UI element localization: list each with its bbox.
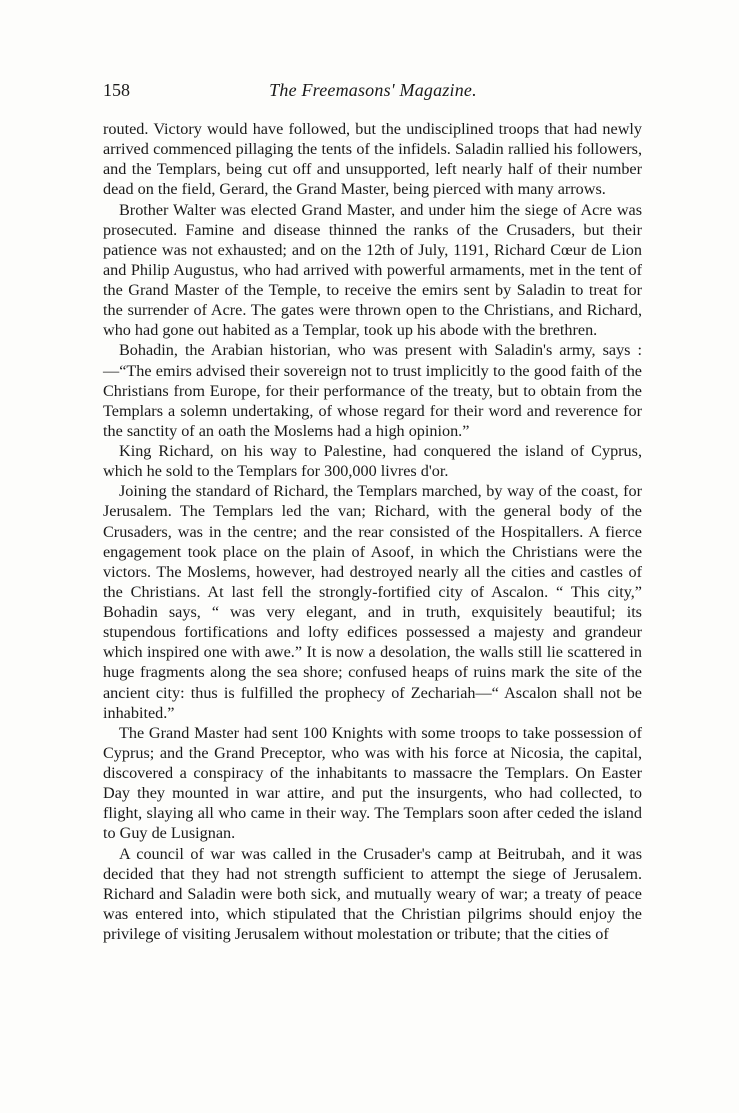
paragraph: A council of war was called in the Crusader's camp at Beitrubah, and it was decided that they had not strength sufficient to attempt the siege of Jerusalem. Richard and Saladin were both sick, and mutually weary of war; a treaty of peace was entered into, which stipulated that the Christian pilgrims should enjoy the privilege of visiting Jerusalem without molestation or tribute; that the cities of xyxy=(103,844,642,943)
running-title: The Freemasons' Magazine. xyxy=(269,80,477,100)
paragraph: routed. Victory would have followed, but the undisciplined troops that had newly arrived commenced pillaging the tents of the infidels. Saladin rallied his followers, and the Templars, being cut off and unsupported, left nearly half of their number dead on the field, Gerard, the Grand Master, being pierced with many arrows. xyxy=(103,120,642,199)
article-body xyxy=(103,119,642,944)
page-number: 158 xyxy=(103,80,130,100)
paragraph: The Grand Master had sent 100 Knights with some troops to take possession of Cyprus; and the Grand Preceptor, who was with his force at Nicosia, the capital, discovered a conspiracy of the inhabitants to massacre the Templars. On Easter Day they mounted in war attire, and put the insurgents, who had collected, to flight, slaying all who came in their way. The Templars soon after ceded the island to Guy de Lusignan. xyxy=(103,723,642,843)
paragraph: King Richard, on his way to Palestine, had conquered the island of Cyprus, which he sold to the Templars for 300,000 livres d'or. xyxy=(103,442,642,481)
paragraph: Brother Walter was elected Grand Master, and under him the siege of Acre was prosecuted. Famine and disease thinned the ranks of the Crusaders, but their patience was not exhausted; and on the 12th of July, 1191, Richard Cœur de Lion and Philip Augustus, who had arrived with powerful armaments, met in the tent of the Grand Master of the Temple, to receive the emirs sent by Saladin to treat for the surrender of Acre. The gates were thrown open to the Christians, and Richard, who had gone out habited as a Templar, took up his abode with the brethren. xyxy=(103,200,642,340)
paragraph: Bohadin, the Arabian historian, who was present with Saladin's army, says :—“The emirs advised their sovereign not to trust implicitly to the good faith of the Christians from Europe, for their performance of the treaty, but to obtain from the Templars a solemn undertaking, of whose regard for their word and reverence for the sanctity of an oath the Moslems had a high opinion.” xyxy=(103,341,642,440)
paragraph: Joining the standard of Richard, the Templars marched, by way of the coast, for Jerusalem. The Templars led the van; Richard, with the general body of the Crusaders, was in the centre; and the rear consisted of the Hospitallers. A fierce engagement took place on the plain of Asoof, in which the Christians were the victors. The Moslems, however, had destroyed nearly all the cities and castles of the Christians. At last fell the strongly-fortified city of Ascalon. “ This city,” Bohadin says, “ was very elegant, and in truth, exquisitely beautiful; its stupendous fortifications and lofty edifices possessed a majesty and grandeur which inspired one with awe.” It is now a desolation, the walls still lie scattered in huge fragments along the sea shore; confused heaps of ruins mark the site of the ancient city: thus is fulfilled the prophecy of Zechariah—“ Ascalon shall not be inhabited.” xyxy=(103,482,642,722)
page-header xyxy=(103,80,643,104)
